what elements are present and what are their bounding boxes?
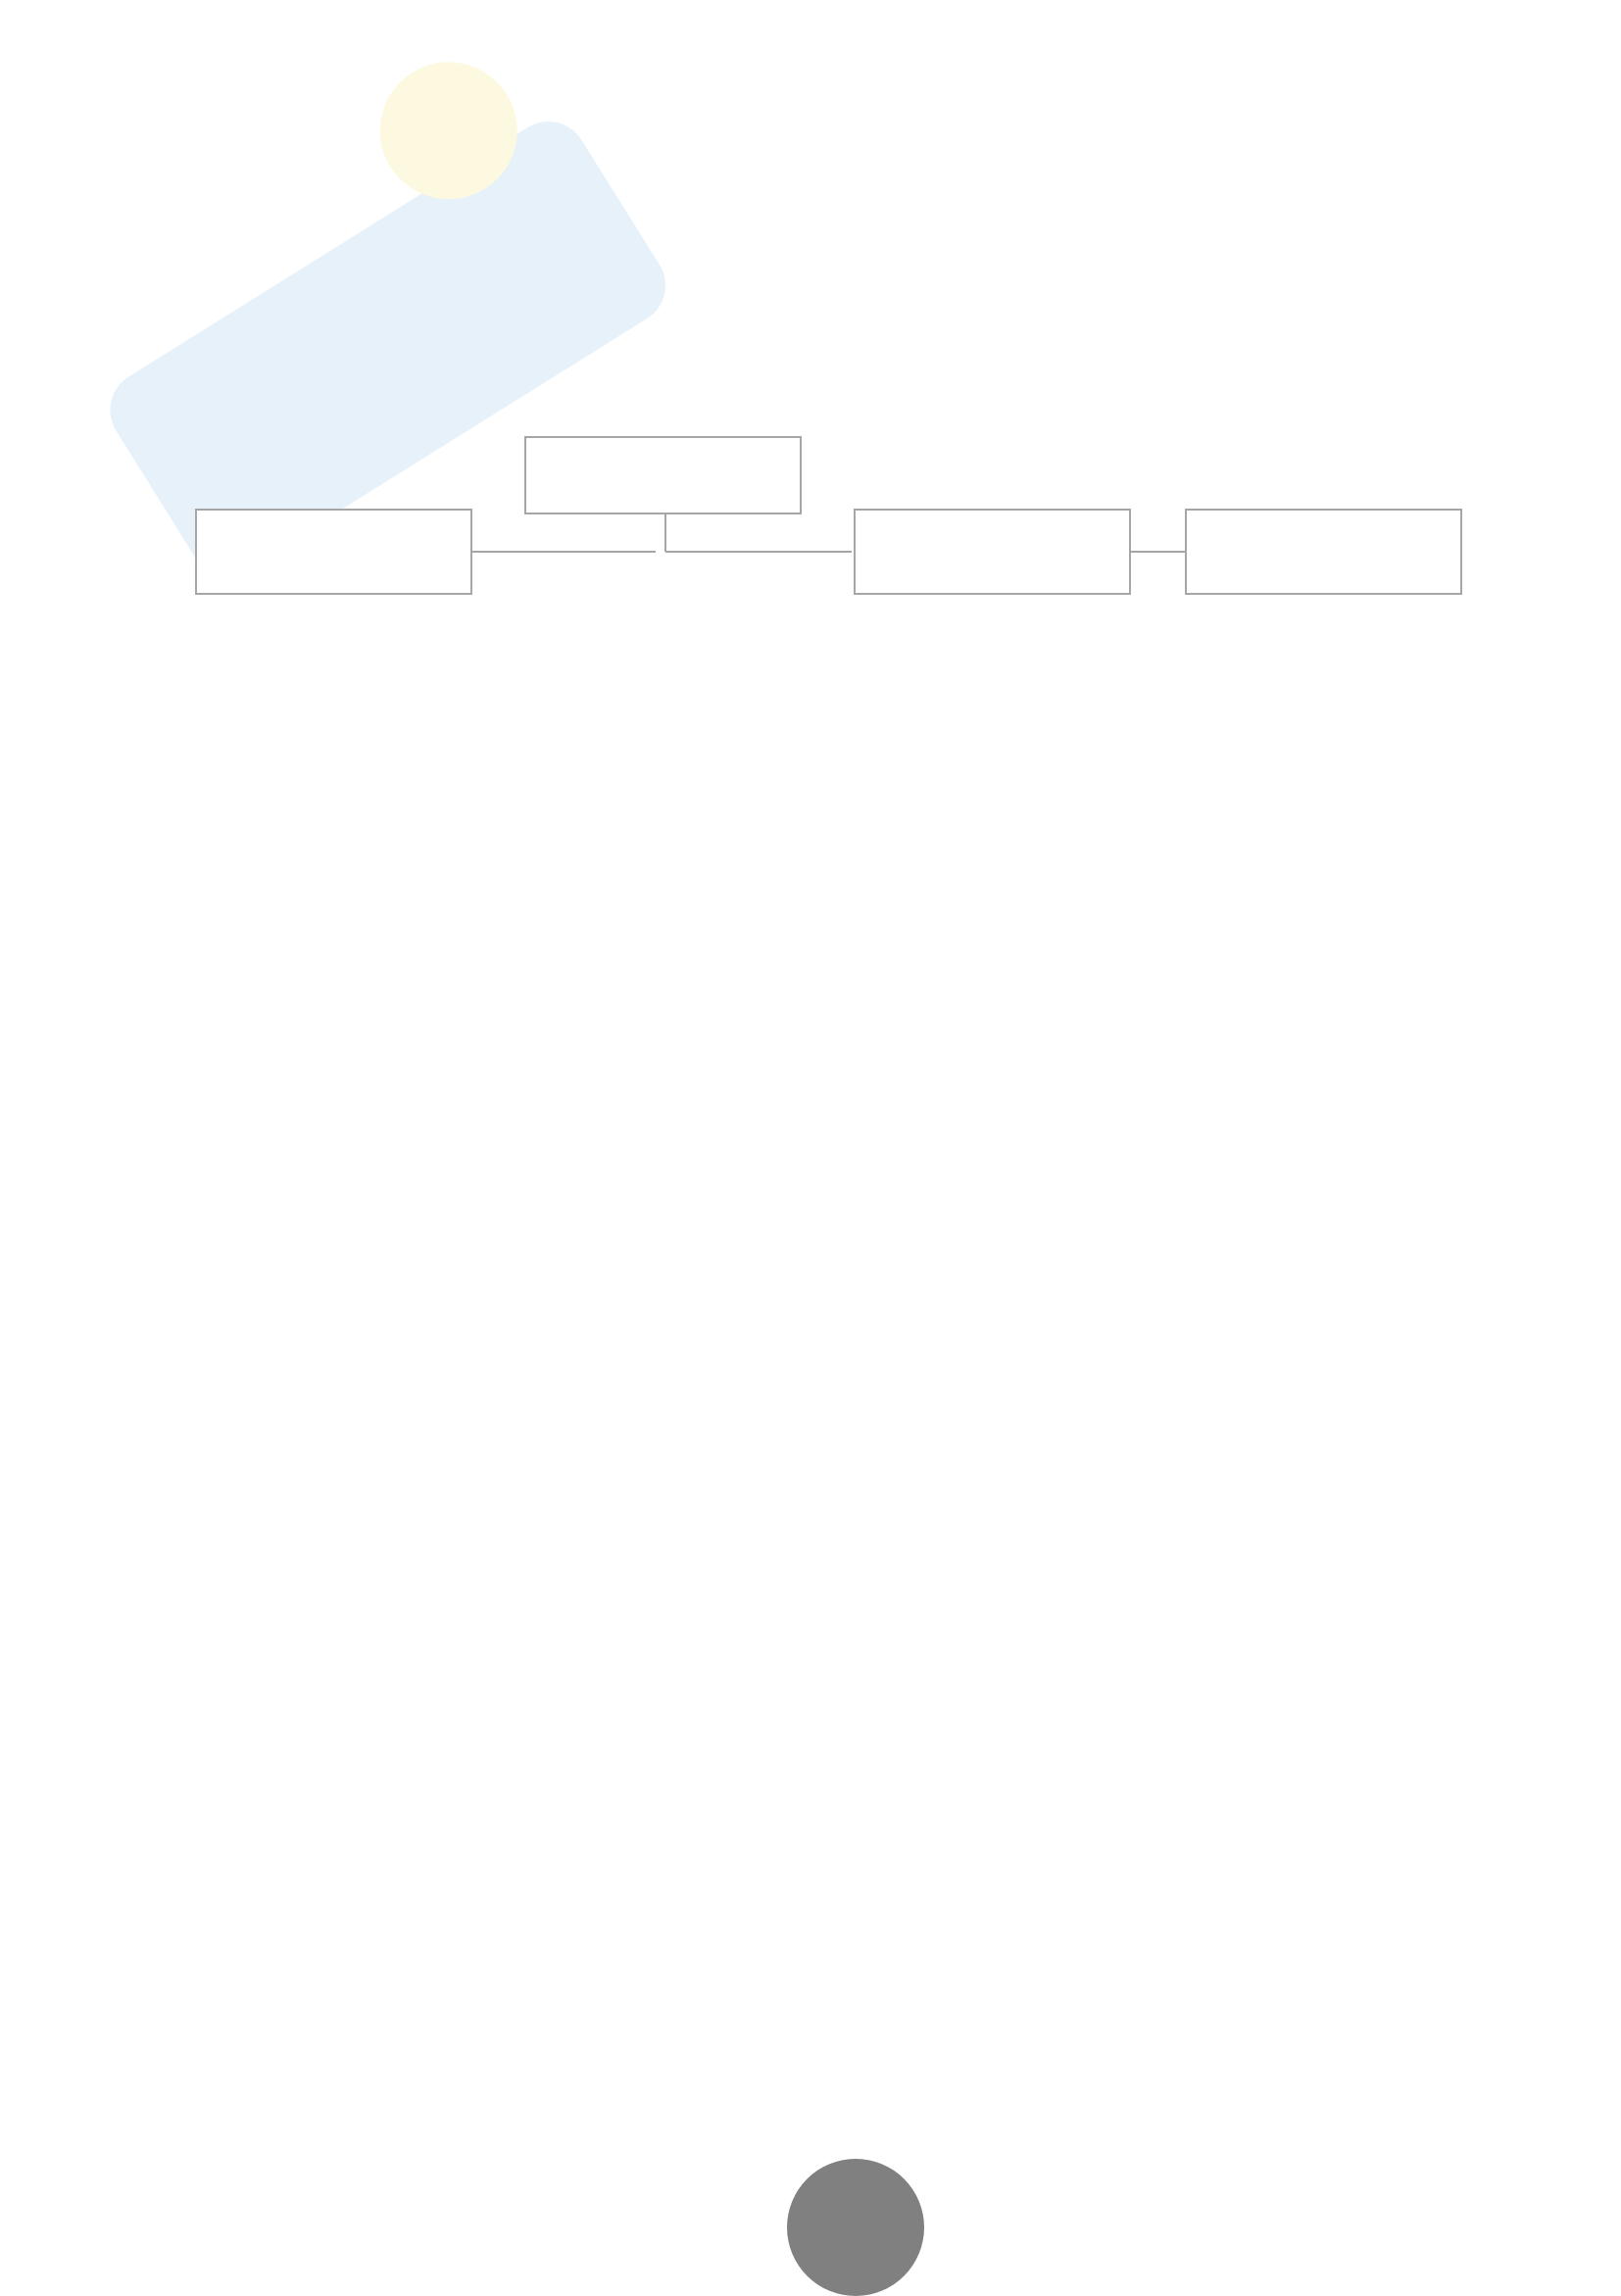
page-content <box>195 192 1514 623</box>
box-aorte-dorsali <box>195 509 472 595</box>
box-arterie-ombelicali <box>1185 509 1462 595</box>
circulation-diagram <box>195 340 1514 600</box>
page-number <box>787 2159 924 2296</box>
box-sacco-vitellino <box>524 436 802 514</box>
box-corpo-embrione <box>854 509 1131 595</box>
